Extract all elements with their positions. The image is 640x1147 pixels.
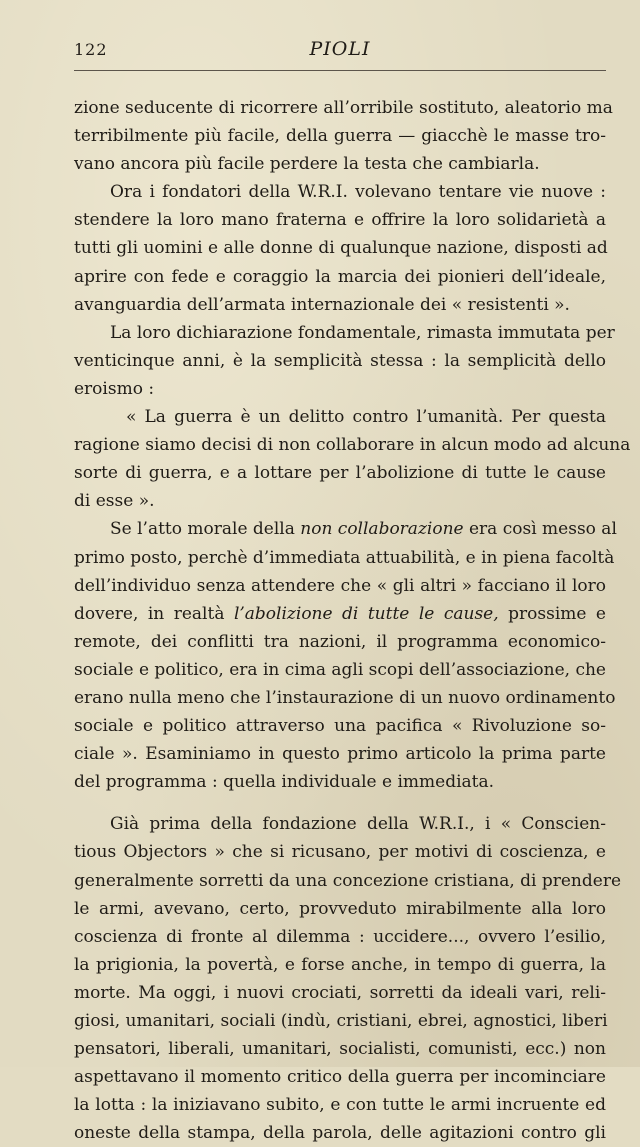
italic-phrase: l’abolizione di tutte le cause, — [233, 603, 499, 624]
text-line: erano nulla meno che l’instaurazione di un nuovo ordinamento — [74, 687, 616, 708]
text-line: eroismo : — [74, 378, 155, 399]
body-text — [74, 94, 631, 1147]
text-line: dell’individuo senza attendere che « gli altri » facciano il loro — [74, 575, 606, 596]
text-line: aspettavano il momento critico della guerra per incominciare — [74, 1067, 606, 1088]
text-line: le armi, avevano, certo, provveduto mirabilmente alla loro — [74, 898, 606, 919]
paragraph — [74, 94, 613, 178]
text-line: la prigionia, la povertà, e forse anche, in tempo di guerra, la — [74, 954, 606, 975]
text-line: del programma : quella individuale e immediata. — [74, 772, 495, 793]
quotation — [74, 403, 631, 515]
text-line — [74, 515, 617, 543]
italic-phrase: non collaborazione — [300, 519, 464, 540]
paragraph — [74, 319, 615, 403]
text-line: ragione siamo decisi di non collaborare in alcun modo ad alcuna — [74, 435, 631, 456]
page-header — [74, 38, 606, 71]
text-line: aprire con fede e coraggio la marcia dei pionieri dell’ideale, — [74, 266, 606, 287]
text-line: pensatori, liberali, umanitari, socialisti, comunisti, ecc.) non — [74, 1039, 606, 1060]
text-line: la lotta : la iniziavano subito, e con tutte le armi incruente ed — [74, 1095, 606, 1116]
text-line: La loro dichiarazione fondamentale, rimasta immutata per — [110, 322, 615, 343]
text-run: era così messo al — [463, 519, 617, 540]
text-line — [74, 600, 606, 628]
text-line: venticinque anni, è la semplicità stessa : la semplicità dello — [74, 350, 606, 371]
text-line: sociale e politico, era in cima agli scopi dell’associazione, che — [74, 659, 606, 680]
text-line: ciale ». Esaminiamo in questo primo articolo la prima parte — [74, 744, 606, 765]
text-line: zione seducente di ricorrere all’orribile sostituto, aleatorio ma — [74, 98, 613, 118]
text-line: stendere la loro mano fraterna e offrire la loro solidarietà a — [74, 210, 606, 231]
text-line: morte. Ma oggi, i nuovi crociati, sorretti da ideali vari, reli- — [74, 982, 606, 1003]
text-line: tious Objectors » che si ricusano, per motivi di coscienza, e — [74, 842, 606, 863]
text-line: primo posto, perchè d’immediata attuabilità, e in piena facoltà — [74, 547, 615, 568]
text-line: Già prima della fondazione della W.R.I., i « Conscien- — [110, 814, 606, 835]
text-line: tutti gli uomini e alle donne di qualunque nazione, disposti ad — [74, 238, 608, 259]
text-line: vano ancora più facile perdere la testa che cambiarla. — [74, 154, 540, 175]
text-line: giosi, umanitari, sociali (indù, cristiani, ebrei, agnostici, liberi — [74, 1011, 608, 1031]
text-line: remote, dei conflitti tra nazioni, il programma economico- — [74, 631, 606, 652]
text-run: Se l’atto morale della — [110, 519, 301, 540]
text-run: prossime e — [498, 603, 606, 624]
page-number: 122 — [74, 40, 108, 59]
text-line: sociale e politico attraverso una pacifica « Rivoluzione so- — [74, 716, 606, 737]
text-line: Ora i fondatori della W.R.I. volevano tentare vie nuove : — [110, 182, 606, 203]
text-line: avanguardia dell’armata internazionale dei « resistenti ». — [74, 294, 570, 315]
text-line: coscienza di fronte al dilemma : uccidere..., ovvero l’esilio, — [74, 926, 606, 947]
text-line: « La guerra è un delitto contro l’umanità. Per questa — [126, 407, 606, 428]
paragraph — [74, 178, 606, 318]
paragraph — [74, 515, 617, 796]
text-line: terribilmente più facile, della guerra — giacchè le masse tro- — [74, 126, 606, 147]
text-line: generalmente sorretti da una concezione cristiana, di prendere — [74, 870, 622, 891]
text-line: oneste della stampa, della parola, delle agitazioni contro gli — [74, 1123, 606, 1144]
text-line: di esse ». — [74, 491, 155, 512]
paragraph — [74, 810, 622, 1147]
section-gap — [74, 796, 606, 810]
text-run: dovere, in realtà — [74, 603, 234, 624]
running-title: PIOLI — [309, 38, 371, 60]
text-line: sorte di guerra, e a lottare per l’abolizione di tutte le cause — [74, 463, 606, 484]
